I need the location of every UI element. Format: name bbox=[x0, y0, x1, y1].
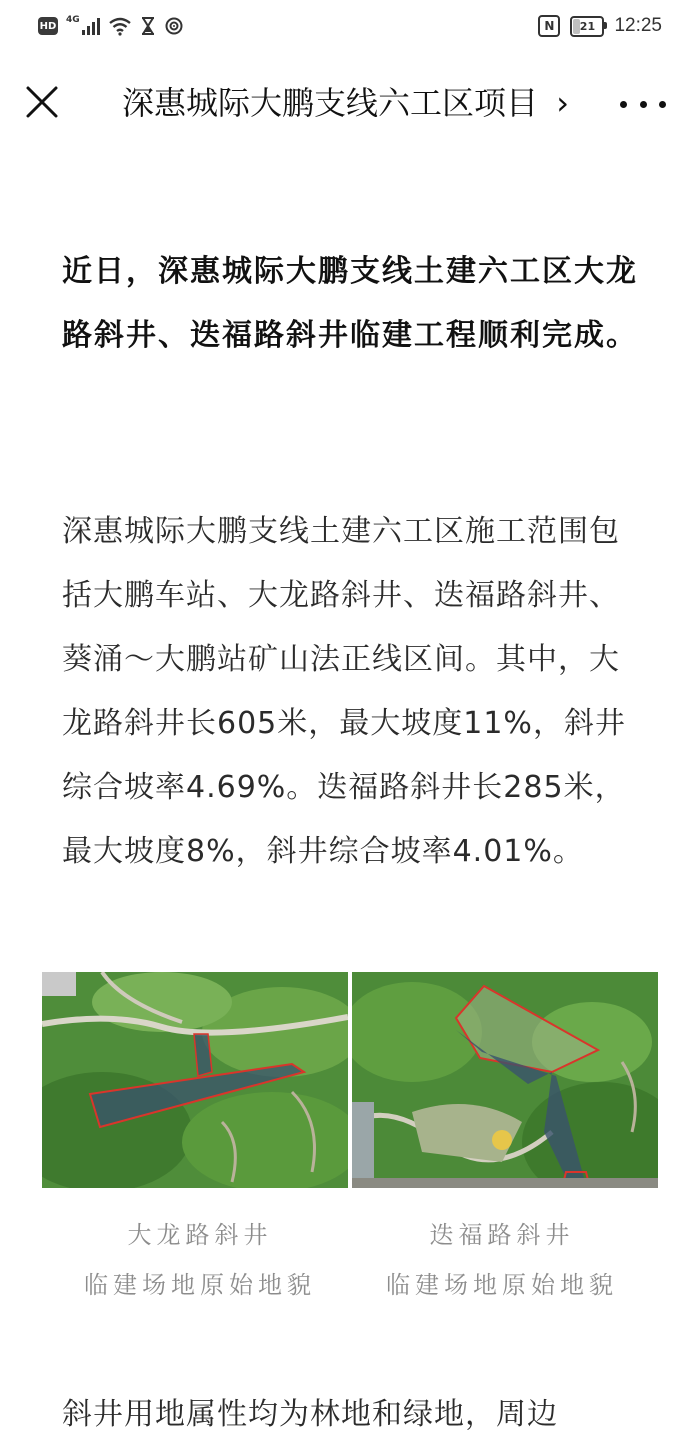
article-paragraph: 斜井用地属性均为林地和绿地，周边 bbox=[62, 1397, 558, 1432]
page-title: 深惠城际大鹏支线六工区项目 bbox=[122, 84, 539, 122]
nav-bar bbox=[0, 62, 700, 146]
account-title-link[interactable] bbox=[122, 80, 592, 126]
caption-line: 临建场地原始地貌 bbox=[386, 1271, 618, 1299]
wifi-icon bbox=[108, 16, 132, 36]
nfc-icon: N bbox=[538, 15, 560, 37]
more-icon-dot bbox=[640, 101, 647, 108]
photo-diefu-road-shaft[interactable] bbox=[352, 972, 658, 1188]
battery-icon bbox=[570, 16, 604, 37]
more-button[interactable] bbox=[620, 86, 666, 122]
hotspot-icon bbox=[164, 16, 184, 36]
hd-icon: HD bbox=[38, 17, 58, 35]
network-type-label: 4G bbox=[66, 15, 80, 25]
photo-dalong-road-shaft[interactable] bbox=[42, 972, 348, 1188]
photo-caption bbox=[40, 1210, 360, 1310]
article-paragraph: 深惠城际大鹏支线土建六工区施工范围包括大鹏车站、大龙路斜井、迭福路斜井、葵涌～大鹏站矿山法正线区间。其中，大龙路斜井长605米，最大坡度11%，斜井综合坡率4.69%。迭福路斜井长285米，最大坡度8%，斜井综合坡率4.01%。 bbox=[62, 514, 626, 869]
photo-caption bbox=[342, 1210, 662, 1310]
battery-level: 21 bbox=[579, 19, 596, 33]
status-right bbox=[538, 13, 662, 39]
close-icon bbox=[22, 82, 62, 122]
status-bar bbox=[0, 0, 700, 52]
photo-row bbox=[42, 972, 658, 1188]
clock: 12:25 bbox=[614, 15, 662, 36]
caption-line: 大龙路斜井 bbox=[127, 1221, 273, 1249]
close-button[interactable] bbox=[22, 82, 62, 122]
more-icon-dot bbox=[659, 101, 666, 108]
hourglass-icon bbox=[140, 16, 156, 36]
caption-line: 迭福路斜井 bbox=[429, 1221, 575, 1249]
more-icon-dot bbox=[620, 101, 627, 108]
article-lead: 近日，深惠城际大鹏支线土建六工区大龙路斜井、迭福路斜井临建工程顺利完成。 bbox=[62, 254, 638, 353]
battery-fill bbox=[573, 19, 579, 34]
signal-icon bbox=[82, 17, 100, 35]
status-left bbox=[38, 14, 184, 38]
chevron-right-icon: › bbox=[556, 84, 569, 122]
caption-line: 临建场地原始地貌 bbox=[84, 1271, 316, 1299]
